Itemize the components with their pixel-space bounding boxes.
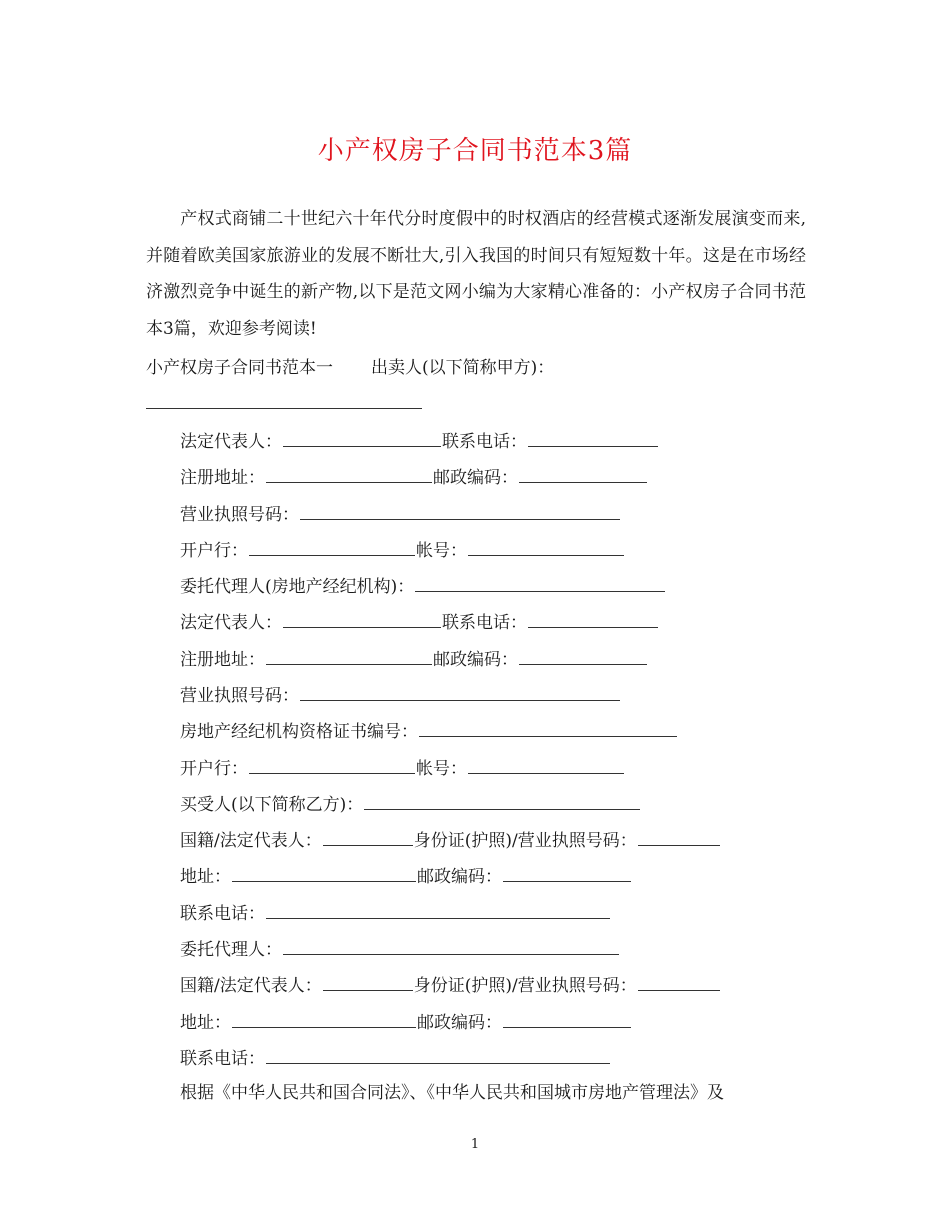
blank-line [419,719,677,737]
field-label: 委托代理人(房地产经纪机构)： [180,577,415,597]
section-heading: 小产权房子合同书范本一 [146,358,333,378]
field-label: 注册地址： [180,650,265,670]
blank-line [528,429,658,447]
blank-line [266,647,432,665]
field-row [180,1010,632,1034]
field-label: 房地产经纪机构资格证书编号： [180,722,418,742]
field-row [180,610,659,634]
field-label: 开户行： [180,759,248,779]
blank-line [638,828,720,846]
field-label: 法定代表人： [180,432,282,452]
field-label: 邮政编码： [433,650,518,670]
field-row [180,683,621,707]
field-row [180,864,632,888]
field-label: 联系电话： [442,432,527,452]
field-label: 邮政编码： [417,867,502,887]
blank-line [519,647,647,665]
field-label: 开户行： [180,541,248,561]
field-label: 营业执照号码： [180,505,299,525]
blank-line [266,465,432,483]
field-label: 国籍/法定代表人： [180,976,322,996]
field-label: 联系电话： [180,1049,265,1069]
blank-line [300,502,620,520]
blank-line [468,538,624,556]
section-heading-line [146,357,554,379]
field-row [180,901,611,925]
blank-line [528,610,658,628]
field-row [180,756,625,780]
field-row [180,538,625,562]
blank-line [415,574,665,592]
field-row [180,719,678,743]
field-label: 邮政编码： [417,1013,502,1033]
blank-line [266,901,610,919]
field-label: 地址： [180,1013,231,1033]
blank-line [503,864,631,882]
field-row [180,973,721,997]
field-label: 帐号： [416,759,467,779]
field-label: 身份证(护照)/营业执照号码： [413,976,637,996]
document-title: 小产权房子合同书范本3篇 [317,136,633,166]
field-row [180,647,648,671]
blank-line [364,792,640,810]
intro-text: 产权式商铺二十世纪六十年代分时度假中的时权酒店的经营模式逐渐发展演变而来,并随着欧美国家旅游业的发展不断壮大,引入我国的时间只有短短数十年。这是在市场经济激烈竞争中诞生的新产物,以下是范文网小编为大家精心准备的：小产权房子合同书范本3篇，欢迎参考阅读! [146,209,806,339]
blank-line [468,756,624,774]
field-row [180,502,621,526]
field-label: 身份证(护照)/营业执照号码： [413,831,637,851]
field-row [180,429,659,453]
blank-line [232,1010,416,1028]
field-label: 注册地址： [180,468,265,488]
blank-line [283,937,619,955]
blank-line [283,429,441,447]
field-label: 联系电话： [442,613,527,633]
field-row [180,792,641,816]
blank-line [519,465,647,483]
field-label: 买受人(以下简称乙方)： [180,795,364,815]
seller-name-blank [146,408,422,409]
blank-line [323,973,413,991]
field-row [180,1046,611,1070]
blank-line [283,610,441,628]
field-row [180,937,620,961]
field-label: 国籍/法定代表人： [180,831,322,851]
field-row [180,465,648,489]
closing-line: 根据《中华人民共和国合同法》、《中华人民共和国城市房地产管理法》及 [180,1083,724,1103]
field-row [180,828,721,852]
blank-line [249,538,415,556]
field-label: 地址： [180,867,231,887]
blank-line [300,683,620,701]
field-label: 联系电话： [180,904,265,924]
field-label: 法定代表人： [180,613,282,633]
field-label: 营业执照号码： [180,686,299,706]
field-label: 委托代理人： [180,940,282,960]
blank-line [266,1046,610,1064]
page-number: 1 [470,1137,480,1152]
blank-line [249,756,415,774]
intro-paragraph [146,201,806,347]
blank-line [232,864,416,882]
field-row [180,574,666,598]
blank-line [503,1010,631,1028]
seller-label: 出卖人(以下简称甲方)： [371,358,555,378]
blank-line [323,828,413,846]
blank-line [638,973,720,991]
field-label: 帐号： [416,541,467,561]
field-label: 邮政编码： [433,468,518,488]
